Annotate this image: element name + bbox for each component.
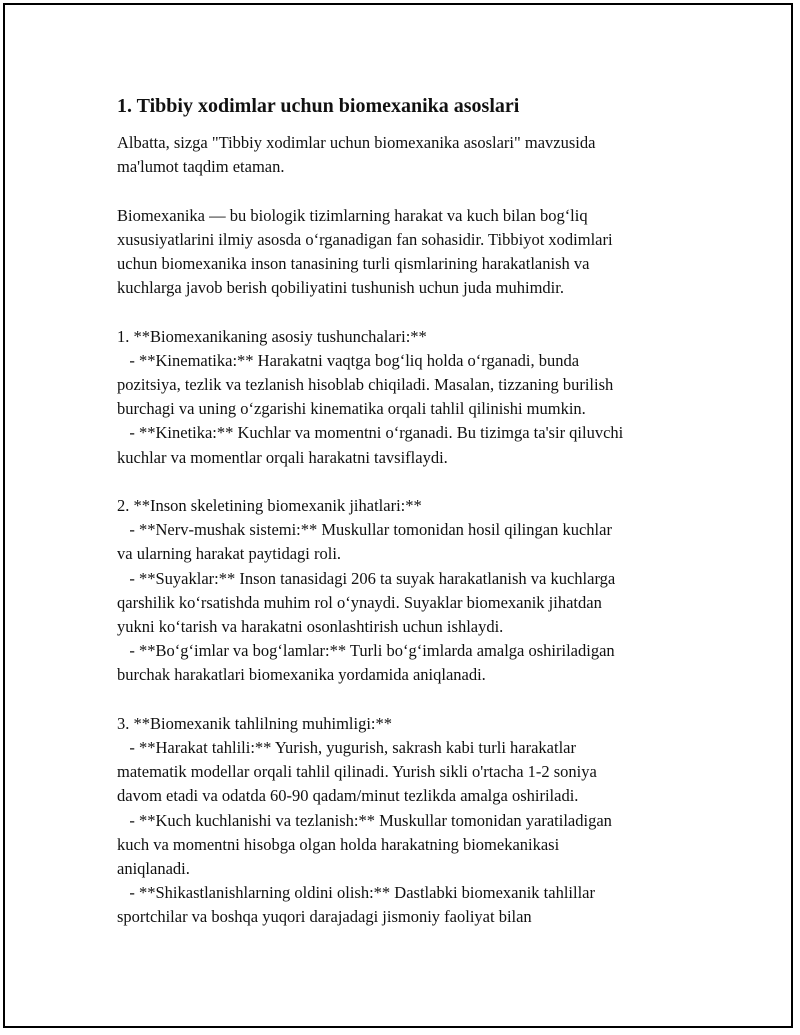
text-line: Albatta, sizga "Tibbiy xodimlar uchun biomexanika asoslari" mavzusida xyxy=(117,133,596,152)
document-body xyxy=(117,93,697,930)
text-line: qarshilik ko‘rsatishda muhim rol o‘ynaydi. Suyaklar biomexanik jihatdan xyxy=(117,592,602,612)
blank-line xyxy=(117,688,697,712)
text-line: - **Bo‘g‘imlar va bog‘lamlar:** Turli bo‘g‘imlarda amalga oshiriladigan xyxy=(117,641,615,661)
text-line: - **Kuch kuchlanishi va tezlanish:** Muskullar tomonidan yaratiladigan xyxy=(117,810,612,830)
text-line: aniqlanadi. xyxy=(117,859,190,879)
text-line: - **Shikastlanishlarning oldini olish:** Dastlabki biomexanik tahlillar xyxy=(117,883,595,903)
text-line: kuch va momentni hisobga olgan holda harakatning biomekanikasi xyxy=(117,834,560,854)
text-line: pozitsiya, tezlik va tezlanish hisoblab chiqiladi. Masalan, tizzaning burilish xyxy=(117,375,614,394)
text-line: kuchlarga javob berish qobiliyatini tushunish uchun juda muhimdir. xyxy=(117,278,564,298)
text-line: Biomexanika — bu biologik tizimlarning harakat va kuch bilan bog‘liq xyxy=(117,205,588,225)
text-line: sportchilar va boshqa yuqori darajadagi jismoniy faoliyat bilan xyxy=(117,907,532,927)
text-line: davom etadi va odatda 60-90 qadam/minut tezlikda amalga oshiriladi. xyxy=(117,786,579,806)
text-line: matematik modellar orqali tahlil qilinadi. Yurish sikli o'rtacha 1-2 soniya xyxy=(117,762,597,782)
text-line: burchagi va uning o‘zgarishi kinematika orqali tahlil qilinishi mumkin. xyxy=(117,399,586,419)
text-line: burchak harakatlari biomexanika yordamida aniqlanadi. xyxy=(117,665,486,685)
text-line: 3. **Biomexanik tahlilning muhimligi:** xyxy=(117,713,392,733)
blank-line xyxy=(117,179,697,203)
text-line: va ularning harakat paytidagi roli. xyxy=(117,544,342,564)
document-text xyxy=(117,131,697,930)
blank-line xyxy=(117,470,697,494)
text-line: xususiyatlarini ilmiy asosda o‘rganadigan fan sohasidir. Tibbiyot xodimlari xyxy=(117,229,613,249)
text-line: - **Kinetika:** Kuchlar va momentni o‘rganadi. Bu tizimga ta'sir qiluvchi xyxy=(117,423,624,443)
text-line: - **Harakat tahlili:** Yurish, yugurish, sakrash kabi turli harakatlar xyxy=(117,738,576,758)
text-line: - **Kinematika:** Harakatni vaqtga bog‘liq holda o‘rganadi, bunda xyxy=(117,350,580,370)
text-line: - **Suyaklar:** Inson tanasidagi 206 ta suyak harakatlanish va kuchlarga xyxy=(117,568,616,588)
text-line: 2. **Inson skeletining biomexanik jihatlari:** xyxy=(117,496,422,515)
blank-line xyxy=(117,300,697,324)
text-line: yukni ko‘tarish va harakatni osonlashtirish uchun ishlaydi. xyxy=(117,617,504,637)
text-line: kuchlar va momentlar orqali harakatni tavsiflaydi. xyxy=(117,447,448,467)
text-line: ma'lumot taqdim etaman. xyxy=(117,157,285,177)
text-line: uchun biomexanika inson tanasining turli qismlarining harakatlanish va xyxy=(117,254,590,273)
text-line: - **Nerv-mushak sistemi:** Muskullar tomonidan hosil qilingan kuchlar xyxy=(117,520,612,540)
text-line: 1. **Biomexanikaning asosiy tushunchalari:** xyxy=(117,326,427,346)
document-title: 1. Tibbiy xodimlar uchun biomexanika asoslari xyxy=(117,95,520,117)
